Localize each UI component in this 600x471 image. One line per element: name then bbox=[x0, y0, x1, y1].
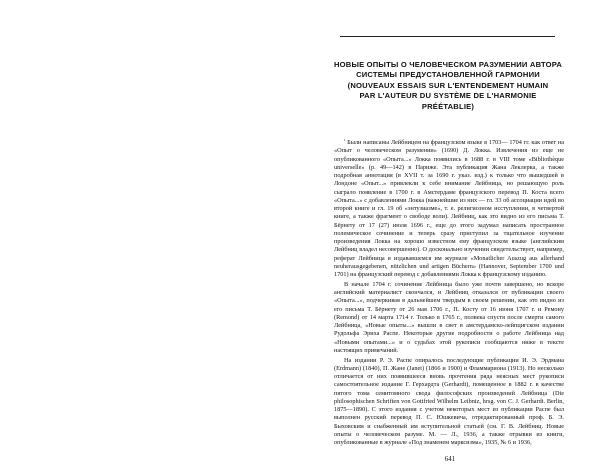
title-line: PAR L'AUTEUR DU SYSTÈME DE L'HARMONIE bbox=[359, 91, 537, 101]
page-number: 641 bbox=[444, 455, 456, 463]
title-line: PRÉÉTABLIE) bbox=[421, 101, 475, 111]
section-title bbox=[328, 60, 568, 112]
top-rule bbox=[340, 36, 555, 37]
paragraph-3 bbox=[334, 357, 564, 448]
title-line: НОВЫЕ ОПЫТЫ О ЧЕЛОВЕЧЕСКОМ РАЗУМЕНИИ АВТОРА bbox=[333, 60, 563, 69]
title-line: (NOUVEAUX ESSAIS SUR L'ENTENDEMENT HUMAIN bbox=[347, 80, 549, 90]
paragraph-3-text: На издании Р. Э. Распе опиралось последующие публикации И. Э. Эрдмана (Erdmann) (1840), П. Жане (Janet) (1866 и 1900) и Фламмариона (1913). Но несколько отличается от них появившееся вновь прочтения ряда неясных мест рукописи самостоятельное издание Г. Герхардта (Gerhardt), помещенное в 1882 г. в качестве пятого тома семитомного свода философских произведений Лейбница (Die philosophischen Schriften von Gottfried Wilhelm Leibniz, hrsg. von C. J. Gerhardt. Berlin, 1875—1890). С этого издания с учетом некоторых мест из публикации Распе был выполнен русский перевод П. С. Юшкевича, отредактированный проф. Б. Э. Быховским и снабженный им вступительной статьей (см. Г. В. Лейбниц. Новые опыты о человеческом разуме. М. — Л., 1936, а также отрывки из книги, опубликованные в журнале «Под знаменем марксизма», 1935, № 6 и 1936, bbox=[334, 356, 564, 446]
title-line: СИСТЕМЫ ПРЕДУСТАНОВЛЕННОЙ ГАРМОНИИ bbox=[356, 70, 540, 80]
right-page bbox=[300, 0, 600, 471]
paragraph-2-text: В начале 1704 г. сочинение Лейбница было уже почти завершено, но вскоре английский материалист скончался, и Лейбниц отказался от публикации своего «Опыта...», подчеркивая в дальнейшем твердым в своем решении, как это видно из его письма Т. Бёрнету от 26 мая 1706 г., П. Косту от 16 июня 1707 г. и Ремону (Remond) от 14 марта 1714 г. Только в 1765 г., полвека спустя после смерти самого Лейбница, «Новые опыты...» вышли в свет в амстердамско-лейпцигском издании Рудольфа Эриха Распе. Некоторые другие подробности о работе Лейбница над «Новыми опытами...» и о судьбах этой рукописи сообщаются ниже в тексте настоящих примечаний. bbox=[334, 280, 564, 354]
paragraph-1 bbox=[334, 137, 564, 279]
footnote-mark: ¹ bbox=[344, 138, 346, 143]
paragraph-1-text: Были написаны Лейбницем на французском языке в 1703— 1704 гг. как ответ на «Опыт о человеческом разумении» (1690) Д. Локка. Извлечения из еще не опубликованного «Опыта...» Локка появились в 1688 г. в VIII томе «Bibliothèque universelle» (р. 49—142) в Париже. Эта публикация Жана Леклерка, а также подробная аннотация (в XVII т. за 1690 г. указ. изд.) к только что вышедшей в Лондоне «Опыт...» привлекли к себе внимание Лейбница, но решающую роль сыграло появление в 1700 г. в Амстердаме французского перевод П. Коста всего «Опыта...» с добавлениями Локка (важнейшие из них — гл. 33 об ассоциации идей во второй книге и гл. 19 об «энтузиазме», т. е. религиозном исступлении, в четвертой книге, а также фрагмент о свободе воли). Лейбниц, как это видно из его письма Т. Бёрнету от 17 (27) июля 1696 г., еще до этого задумал написать пространное полемическое сочинение и теперь сразу приступил за тщательное изучение произведения Локка на хорошо известном ему французском языке (английским Лейбниц владел несовершенно). О досконально изучении свидетельствует, например, реферат Лейбница в издававшемся им журнале «Monatlicher Auszug aus allerhand neuherausgegebenen, nützlichen und artigen Büchern» (Hannover, September 1700 und 1701) на французский перевод с добавлениями Локка к французскому изданию. bbox=[334, 139, 564, 278]
commentary-text bbox=[334, 137, 564, 447]
paragraph-2 bbox=[334, 281, 564, 355]
